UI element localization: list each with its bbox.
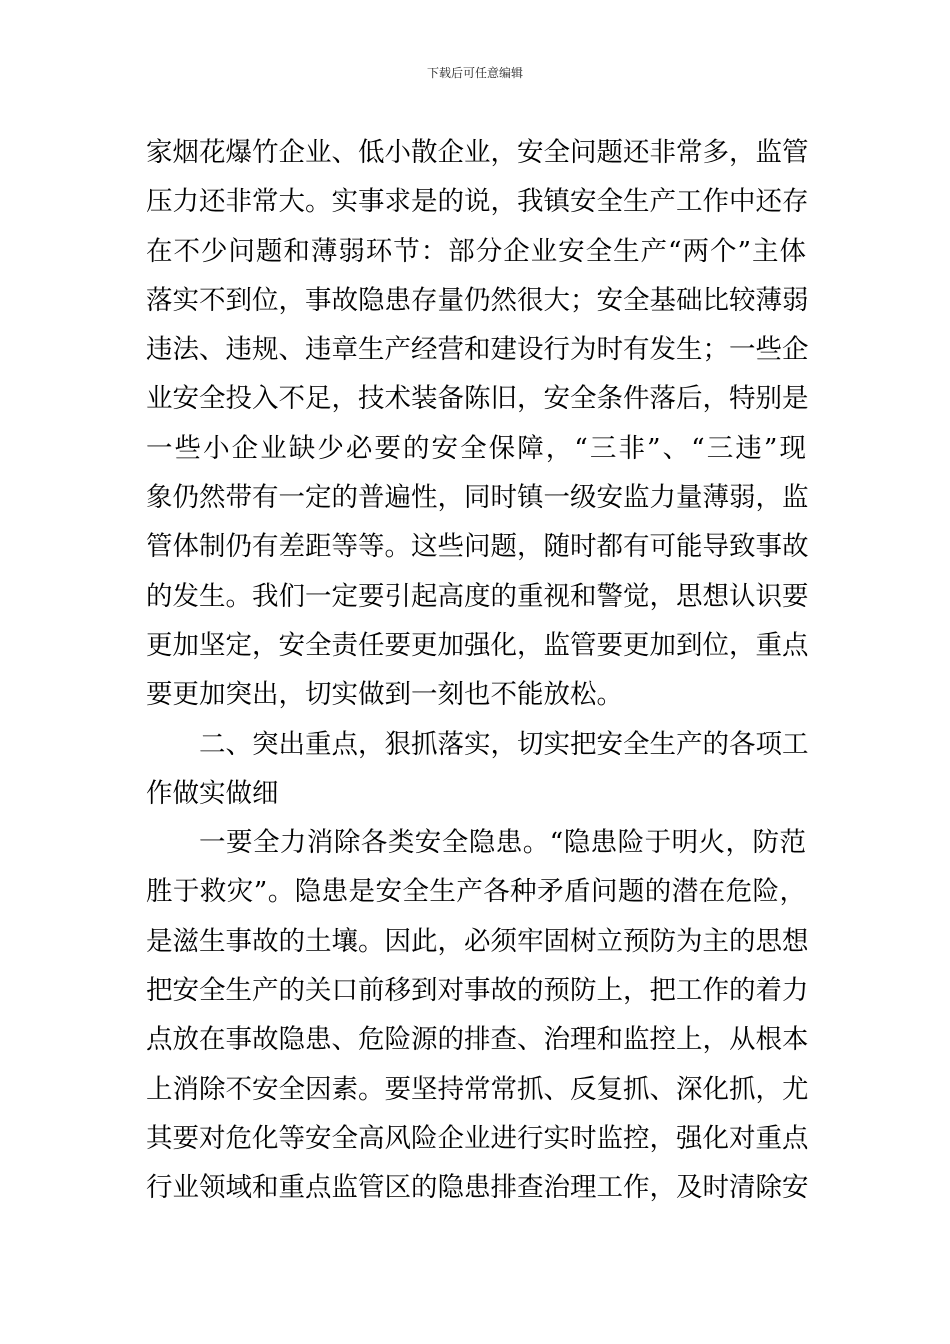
text-line: 一些小企业缺少必要的安全保障，“三非”、“三违”现 — [146, 432, 806, 464]
text-line: 更加坚定，安全责任要更加强化，监管要更加到位，重点 — [146, 629, 809, 661]
page-header: 下载后可任意编辑 — [426, 66, 523, 80]
text-line: 点放在事故隐患、危险源的排查、治理和监控上，从根本 — [146, 1024, 809, 1056]
heading-line: 作做实做细 — [146, 777, 279, 809]
text-line: 要更加突出，切实做到一刻也不能放松。 — [146, 679, 623, 711]
text-line: 在不少问题和薄弱环节：部分企业安全生产“两个”主体 — [146, 235, 806, 267]
paragraph-2 — [146, 818, 809, 1212]
paragraph-1 — [146, 128, 809, 720]
text-line: 其要对危化等安全高风险企业进行实时监控，强化对重点 — [146, 1122, 809, 1154]
heading-line: 二、突出重点，狠抓落实，切实把安全生产的各项工 — [199, 728, 809, 760]
section-heading-2 — [146, 720, 809, 819]
text-line: 管体制仍有差距等等。这些问题，随时都有可能导致事故 — [146, 531, 809, 563]
text-line: 违法、违规、违章生产经营和建设行为时有发生；一些企 — [146, 334, 809, 366]
text-line: 行业领域和重点监管区的隐患排查治理工作，及时清除安 — [146, 1172, 809, 1204]
document-body — [146, 128, 809, 1213]
text-line: 象仍然带有一定的普遍性，同时镇一级安监力量薄弱，监 — [146, 482, 809, 514]
text-line: 一要全力消除各类安全隐患。“隐患险于明火，防范 — [199, 827, 806, 859]
text-line: 胜于救灾”。隐患是安全生产各种矛盾问题的潜在危险， — [146, 876, 806, 908]
text-line: 压力还非常大。实事求是的说，我镇安全生产工作中还存 — [146, 186, 809, 218]
text-line: 业安全投入不足，技术装备陈旧，安全条件落后，特别是 — [146, 383, 809, 415]
text-line: 把安全生产的关口前移到对事故的预防上，把工作的着力 — [146, 975, 809, 1007]
text-line: 落实不到位，事故隐患存量仍然很大；安全基础比较薄弱 — [146, 284, 809, 316]
text-line: 的发生。我们一定要引起高度的重视和警觉，思想认识要 — [146, 580, 809, 612]
text-line: 是滋生事故的土壤。因此，必须牢固树立预防为主的思想 — [146, 925, 809, 957]
text-line: 家烟花爆竹企业、低小散企业，安全问题还非常多，监管 — [146, 137, 809, 168]
text-line: 上消除不安全因素。要坚持常常抓、反复抓、深化抓，尤 — [146, 1073, 809, 1105]
